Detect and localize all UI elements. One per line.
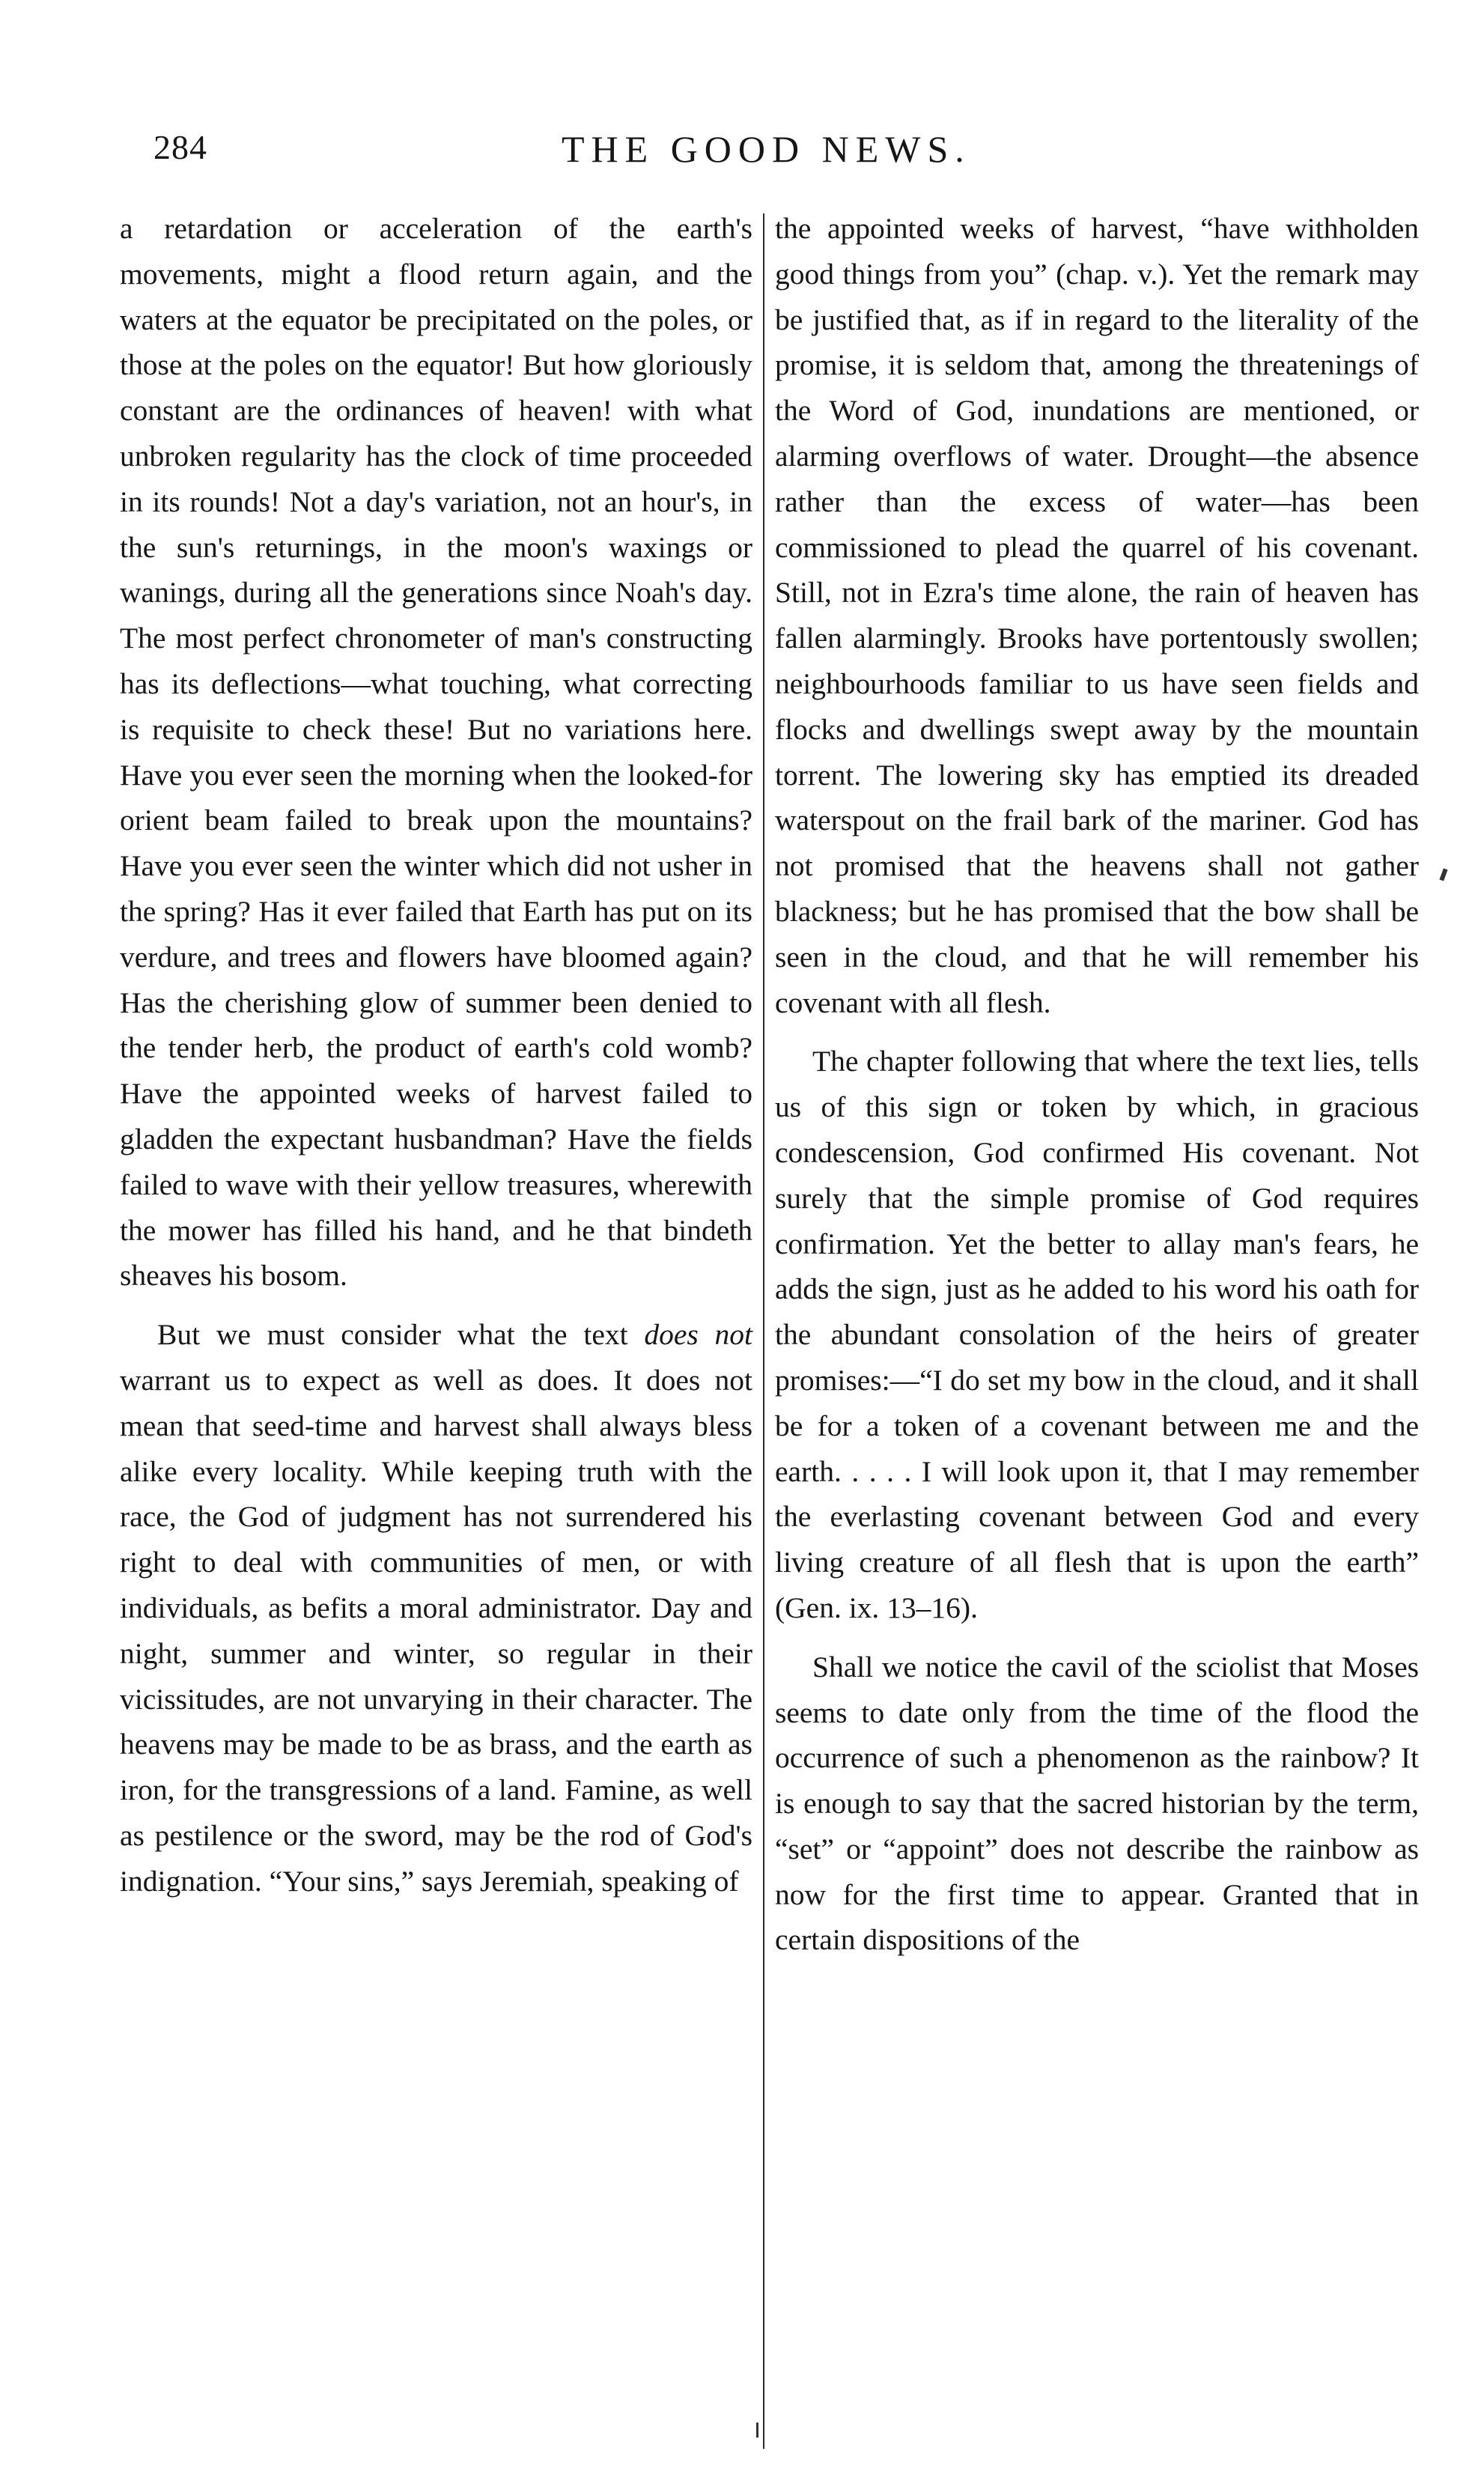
page-header <box>135 127 1408 187</box>
left-paragraph-1: a retardation or acceleration of the earth's movements, might a flood return again, and the waters at the equator be precipitated on the poles, or those at the poles on the equator! But how gloriously constant are the ordinances of heaven! with what unbroken regularity has the clock of time proceeded in its rounds! Not a day's variation, not an hour's, in the sun's returnings, in the moon's waxings or wanings, during all the generations since Noah's day. The most perfect chronometer of man's constructing has its deflections—what touching, what correcting is requisite to check these! But no variations here. Have you ever seen the morning when the looked-for orient beam failed to break upon the mountains? Have you ever seen the winter which did not usher in the spring? Has it ever failed that Earth has put on its verdure, and trees and flowers have bloomed again? Has the cherishing glow of summer been denied to the tender herb, the product of earth's cold womb? Have the appointed weeks of harvest failed to gladden the expectant husbandman? Have the fields failed to wave with their yellow treasures, wherewith the mower has filled his hand, and he that bindeth sheaves his bosom. <box>120 212 752 1293</box>
margin-mark <box>1439 868 1447 881</box>
right-column <box>775 206 1419 1963</box>
bottom-tick-mark <box>756 2423 758 2438</box>
right-paragraph-3: Shall we notice the cavil of the sciolist that Moses seems to date only from the time of the flood the occurrence of such a phenomenon as the rainbow? It is enough to say that the sacred historian by the term, “set” or “appoint” does not describe the rainbow as now for the first time to appear. Granted that in certain dispositions of the <box>775 1650 1419 1957</box>
left-paragraph-2 <box>120 1312 752 1904</box>
left-paragraph-2-start: But we must consider what the text <box>157 1318 645 1352</box>
page-number: 284 <box>153 128 207 166</box>
left-column <box>120 206 752 1904</box>
column-divider <box>763 213 764 2449</box>
right-paragraph-1: the appointed weeks of harvest, “have withholden good things from you” (chap. v.). Yet the remark may be justified that, as if in regard to the literality of the promise, it is seldom that, among the threatenings of the Word of God, inundations are mentioned, or alarming overflows of water. Drought—the absence rather than the excess of water—has been commissioned to plead the quarrel of his covenant. Still, not in Ezra's time alone, the rain of heaven has fallen alarmingly. Brooks have portentously swollen; neighbourhoods familiar to us have seen fields and flocks and dwellings swept away by the mountain torrent. The lowering sky has emptied its dreaded waterspout on the frail bark of the mariner. God has not promised that the heavens shall not gather blackness; but he has promised that the bow shall be seen in the cloud, and that he will remember his covenant with all flesh. <box>775 212 1419 1019</box>
left-paragraph-2-emphasis: does not <box>644 1318 752 1352</box>
right-paragraph-2: The chapter following that where the text lies, tells us of this sign or token by which, in gracious condescension, God confirmed His covenant. Not surely that the simple promise of God requires confirmation. Yet the better to allay man's fears, he adds the sign, just as he added to his word his oath for the abundant consolation of the heirs of greater promises:—“I do set my bow in the cloud, and it shall be for a token of a covenant between me and the earth. . . . . I will look upon it, that I may remember the everlasting covenant between God and every living creature of all flesh that is upon the earth” (Gen. ix. 13–16). <box>775 1045 1419 1624</box>
left-paragraph-2-rest: warrant us to expect as well as does. It does not mean that seed-time and harvest shall always bless alike every locality. While keeping truth with the race, the God of judgment has not surrendered his right to deal with communities of men, or with individuals, as befits a moral administrator. Day and night, summer and winter, so regular in their vicissitudes, are not unvarying in their character. The heavens may be made to be as brass, and the earth as iron, for the transgressions of a land. Famine, as well as pestilence or the sword, may be the rod of God's indignation. “Your sins,” says Jeremiah, speaking of <box>120 1363 752 1898</box>
running-title: THE GOOD NEWS. <box>562 128 971 170</box>
